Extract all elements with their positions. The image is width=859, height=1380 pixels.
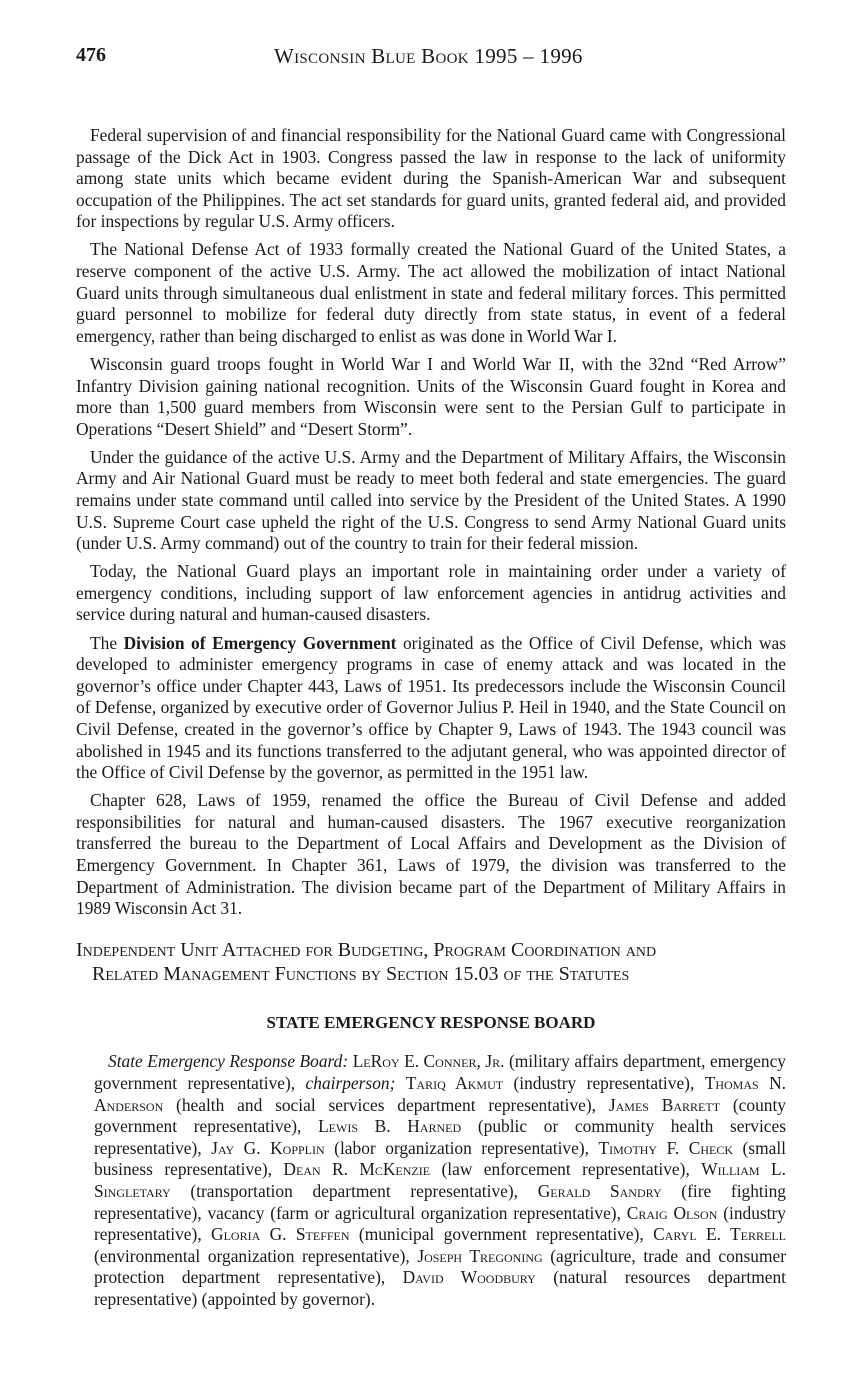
board-members [76, 1051, 786, 1310]
member-role: (labor organization representative), [324, 1137, 599, 1158]
member-title: chairperson; [305, 1072, 396, 1093]
page-number: 476 [76, 44, 106, 66]
paragraph: Federal supervision of and financial responsibility for the National Guard came with Congressional passage of the Dick Act in 1903. Congress passed the law in response to the lack of uniformity among state units which became evident during the Spanish-American War and subsequent occupation of the Philippines. The act set standards for guard units, granted federal aid, and provided for inspections by regular U.S. Army officers. [76, 125, 786, 232]
board-label: State Emergency Response Board: [108, 1051, 349, 1072]
member-role: (industry representative), [503, 1072, 705, 1093]
paragraph: Chapter 628, Laws of 1959, renamed the office the Bureau of Civil Defense and added responsibilities for natural and human-caused disasters. The 1967 executive reorganization transferred the bureau to the Department of Local Affairs and Development as the Division of Emergency Government. In Chapter 361, Laws of 1979, the division was transferred to the Department of Administration. The division became part of the Department of Military Affairs in 1989 Wisconsin Act 31. [76, 790, 786, 919]
running-title: Wisconsin Blue Book 1995 – 1996 [274, 44, 583, 68]
member-role: (small business representative), [94, 1137, 786, 1180]
member-name: David Woodbury [402, 1267, 536, 1288]
member-role: (municipal government representative), [349, 1224, 654, 1245]
division-name: Division of Emergency Government [123, 632, 397, 653]
section-heading-line: Related Management Functions by Section 15.03 of the Statutes [92, 962, 630, 985]
member-name: Lewis B. Harned [318, 1116, 462, 1137]
member-name: James Barrett [608, 1094, 721, 1115]
member-name: Gloria G. Steffen [211, 1224, 350, 1245]
member-role: (county government representative), [94, 1094, 786, 1137]
member-name: Dean R. McKenzie [283, 1159, 431, 1180]
member-role: (public or community health services representative), [94, 1116, 786, 1158]
member-name: Tariq Akmut [405, 1072, 504, 1093]
member-name: Caryl E. Terrell [653, 1224, 787, 1245]
member-role: (agriculture, trade and consumer protection department representative), [94, 1245, 786, 1288]
text: The [90, 632, 124, 653]
member-role: (health and social services department representative), [163, 1094, 609, 1115]
member-name: LeRoy E. Conner, Jr. [352, 1051, 505, 1072]
division-paragraph [76, 633, 786, 784]
member-role: (industry representative), [94, 1202, 786, 1245]
member-role: (military affairs department, emergency government representative), [94, 1051, 786, 1093]
board-heading: STATE EMERGENCY RESPONSE BOARD [266, 1012, 596, 1032]
member-name: Joseph Tregoning [417, 1245, 543, 1266]
member-name: Timothy F. Check [598, 1137, 734, 1158]
member-role: (transportation department representative), [170, 1180, 538, 1201]
section-heading-line: Independent Unit Attached for Budgeting, Program Coordination and [76, 938, 657, 961]
text: originated as the Office of Civil Defense, which was developed to administer emergency programs in case of enemy attack and was located in the governor’s office under Chapter 443, Laws of 1951. Its predecessors include the Wisconsin Council of Defense, organized by executive order of Governor Julius P. Heil in 1940, and the State Council on Civil Defense, created in the governor’s office by Chapter 9, Laws of 1943. The 1943 council was abolished in 1945 and its functions transferred to the adjutant general, who was appointed director of the Office of Civil Defense by the governor, as permitted in the 1951 law. [76, 632, 786, 783]
paragraph: The National Defense Act of 1933 formally created the National Guard of the United States, a reserve component of the active U.S. Army. The act allowed the mobilization of intact National Guard units through simultaneous dual enlistment in state and federal military forces. This permitted guard personnel to mobilize for federal duty directly from state status, in event of a federal emergency, rather than being discharged to enlist as was done in World War I. [76, 239, 786, 346]
member-name: Gerald Sandry [537, 1180, 662, 1201]
member-role: (environmental organization representative), [94, 1245, 418, 1266]
member-name: Thomas N. Anderson [94, 1072, 786, 1115]
member-role: (fire fighting representative), vacancy (farm or agricultural organization representative), [94, 1180, 786, 1223]
member-role: (law enforcement representative), [430, 1159, 702, 1180]
page-body [76, 125, 786, 1317]
member-name: Craig Olson [626, 1202, 718, 1223]
member-role: (natural resources department representative) (appointed by governor). [94, 1267, 786, 1309]
section-heading [76, 938, 786, 986]
paragraph: Under the guidance of the active U.S. Army and the Department of Military Affairs, the Wisconsin Army and Air National Guard must be ready to meet both federal and state emergencies. The guard remains under state command until called into service by the President of the United States. A 1990 U.S. Supreme Court case upheld the right of the U.S. Congress to send Army National Guard units (under U.S. Army command) out of the country to train for their federal mission. [76, 446, 786, 554]
member-name: William L. Singletary [94, 1159, 786, 1201]
member-name: Jay G. Kopplin [211, 1137, 325, 1158]
paragraph: Today, the National Guard plays an important role in maintaining order under a variety of emergency conditions, including support of law enforcement agencies in antidrug activities and service during natural and human-caused disasters. [76, 561, 786, 625]
running-header [76, 44, 786, 74]
paragraph: Wisconsin guard troops fought in World War I and World War II, with the 32nd “Red Arrow” Infantry Division gaining national recognition. Units of the Wisconsin Guard fought in Korea and more than 1,500 guard members from Wisconsin were sent to the Persian Gulf to participate in Operations “Desert Shield” and “Desert Storm”. [76, 353, 786, 439]
